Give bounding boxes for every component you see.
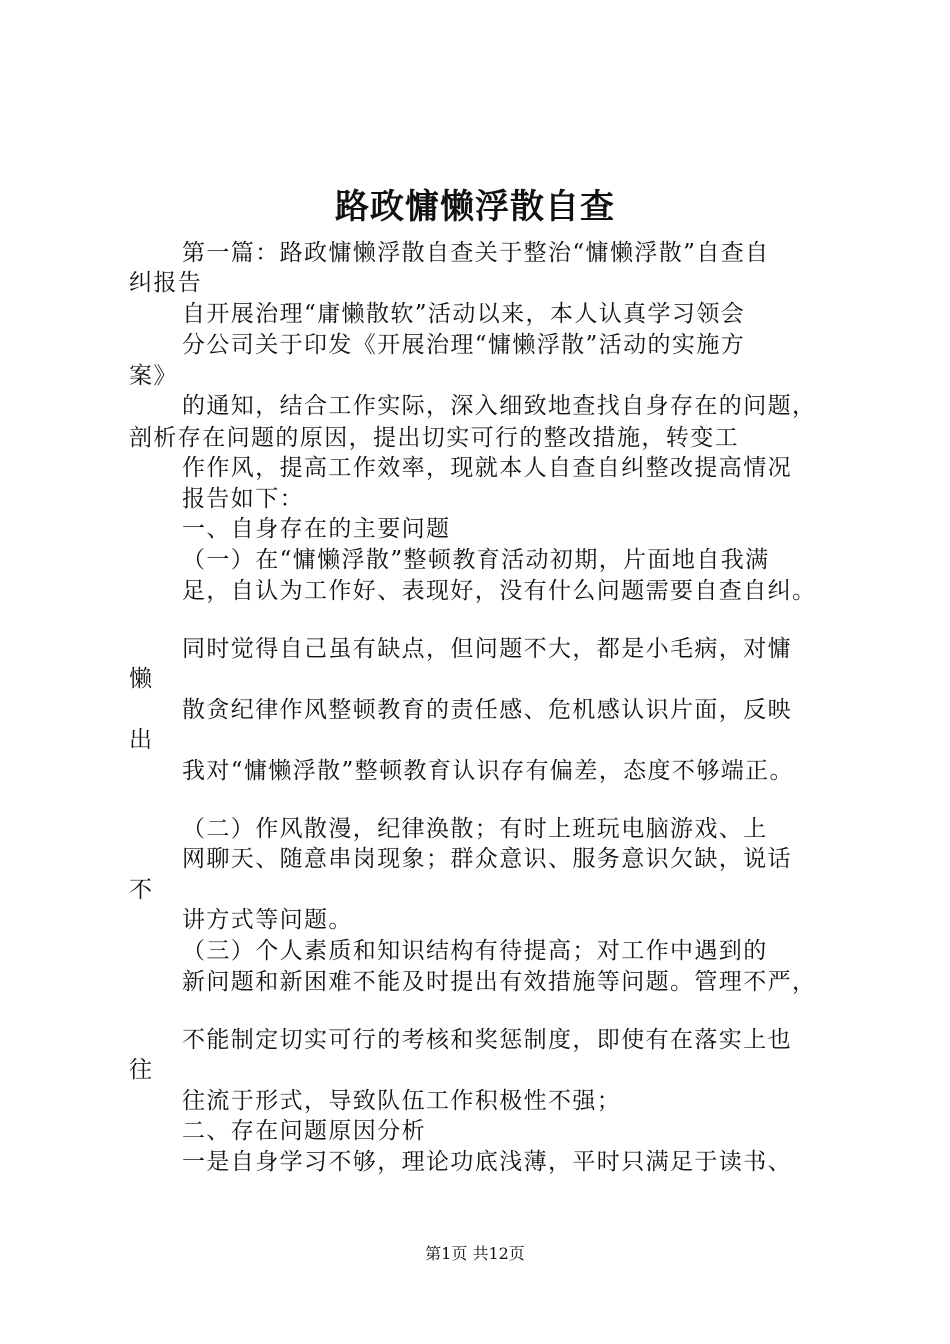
document-title: 路政慵懒浮散自查	[335, 187, 615, 227]
section-heading: 一、自身存在的主要问题	[182, 516, 451, 542]
paragraph-line: 的通知，结合工作实际，深入细致地查找自身存在的问题，	[182, 393, 817, 419]
paragraph-line: 第一篇：路政慵懒浮散自查关于整治“慵懒浮散”自查自	[182, 240, 770, 266]
page-number: 第1页 共12页	[425, 1244, 525, 1263]
paragraph-line: （三）个人素质和知识结构有待提高；对工作中遇到的	[182, 938, 768, 964]
paragraph-line: 出	[129, 727, 154, 753]
paragraph-line: 报告如下：	[182, 486, 304, 512]
paragraph-line: 懒	[129, 666, 154, 692]
paragraph-line: （二）作风散漫，纪律涣散；有时上班玩电脑游戏、上	[182, 816, 768, 842]
paragraph-line: 案》	[129, 363, 178, 389]
paragraph-line: 往	[129, 1057, 154, 1083]
paragraph-line: 讲方式等问题。	[182, 907, 353, 933]
paragraph-line: 新问题和新困难不能及时提出有效措施等问题。管理不严，	[182, 969, 817, 995]
paragraph-line: 足，自认为工作好、表现好，没有什么问题需要自查自纠。	[182, 578, 817, 604]
paragraph-line: 分公司关于印发《开展治理“慵懒浮散”活动的实施方	[182, 332, 746, 358]
paragraph-line: 纠报告	[129, 270, 203, 296]
paragraph-line: 不	[129, 877, 154, 903]
paragraph-line: 往流于形式，导致队伍工作积极性不强；	[182, 1088, 622, 1114]
paragraph-line: 网聊天、随意串岗现象；群众意识、服务意识欠缺，说话	[182, 846, 792, 872]
paragraph-line: 作作风，提高工作效率，现就本人自查自纠整改提高情况	[182, 455, 792, 481]
section-heading: 二、存在问题原因分析	[182, 1118, 426, 1144]
paragraph-line: （一）在“慵懒浮散”整顿教育活动初期，片面地自我满	[182, 547, 770, 573]
paragraph-line: 一是自身学习不够，理论功底浅薄，平时只满足于读书、	[182, 1149, 792, 1175]
paragraph-line: 同时觉得自己虽有缺点，但问题不大，都是小毛病，对慵	[182, 636, 792, 662]
paragraph-line: 自开展治理“庸懒散软”活动以来，本人认真学习领会	[182, 301, 746, 327]
paragraph-line: 不能制定切实可行的考核和奖惩制度，即使有在落实上也	[182, 1027, 792, 1053]
paragraph-line: 我对“慵懒浮散”整顿教育认识存有偏差，态度不够端正。	[182, 758, 794, 784]
paragraph-line: 剖析存在问题的原因，提出切实可行的整改措施，转变工	[129, 425, 739, 451]
paragraph-line: 散贪纪律作风整顿教育的责任感、危机感认识片面，反映	[182, 697, 792, 723]
